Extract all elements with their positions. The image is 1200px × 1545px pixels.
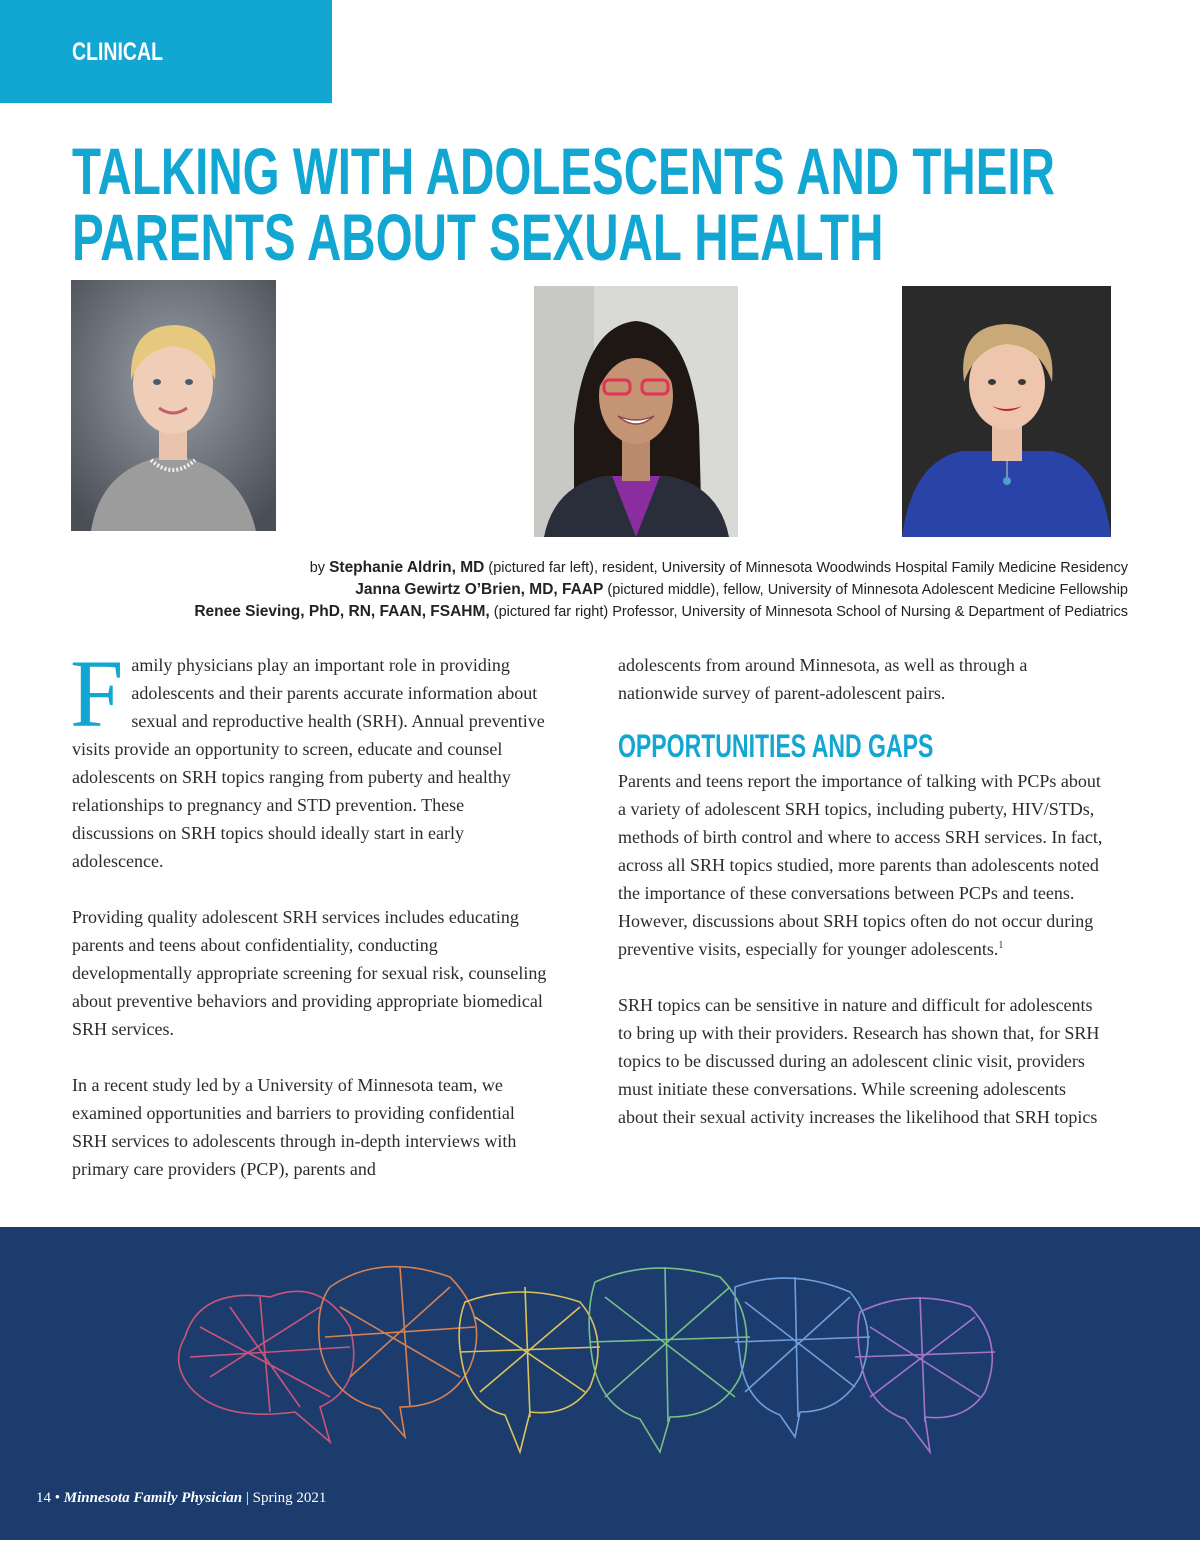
paragraph: Family physicians play an important role in providing adolescents and their parents accurate information about sexual and reproductive health (SRH). Annual preventive visits provide an opportunity to screen, educate and counsel adolescents on SRH topics ranging from puberty and healthy relationships to pregnancy and STD prevention. These discussions on SRH topics should ideally start in early adolescence. <box>70 640 545 871</box>
section-label: CLINICAL <box>72 38 163 66</box>
right-column <box>618 651 1108 1159</box>
footnote-ref: 1 <box>998 940 1004 951</box>
byline <box>28 557 1128 623</box>
paragraph: In a recent study led by a University of Minnesota team, we examined opportunities and barriers to providing confidential SRH services to adolescents through in-depth interviews with primary care providers (PCP), parents and <box>72 1075 517 1179</box>
author-name-1: Stephanie Aldrin, MD <box>329 559 485 576</box>
byline-author-1: by Stephanie Aldrin, MD (pictured far left), resident, University of Minnesota Woodwinds Hospital Family Medicine Residency <box>309 559 1128 576</box>
subhead: OPPORTUNITIES AND GAPS <box>618 728 934 764</box>
author-name-2: Janna Gewirtz O’Brien, MD, FAAP <box>355 581 604 598</box>
article-title: TALKING WITH ADOLESCENTS AND THEIR PARENTS ABOUT SEXUAL HEALTH <box>72 134 1055 274</box>
page-footer: 14 • Minnesota Family Physician | Spring 2021 <box>36 1490 327 1506</box>
publication-name: Minnesota Family Physician <box>63 1490 243 1506</box>
author-photo-middle <box>534 286 738 537</box>
paragraph: Parents and teens report the importance of talking with PCPs about a variety of adolescent SRH topics, including puberty, HIV/STDs, methods of birth control and where to access SRH services. In fact, across all SRH topics studied, more parents than adolescents noted the importance of these conversations between PCPs and teens. However, discussions about SRH topics often do not occur during preventive visits, especially for younger adolescents.$^1$ <box>618 771 1103 959</box>
author-name-3: Renee Sieving, PhD, RN, FAAN, FSAHM, <box>194 603 490 620</box>
section-tab <box>0 0 332 103</box>
drop-cap: F <box>70 640 124 747</box>
byline-author-2: Janna Gewirtz O’Brien, MD, FAAP (pictured middle), fellow, University of Minnesota Adolescent Medicine Fellowship <box>355 581 1128 598</box>
author-photo-left <box>71 280 276 531</box>
paragraph: adolescents from around Minnesota, as well as through a nationwide survey of parent-adolescent pairs. <box>618 655 1028 703</box>
paragraph: SRH topics can be sensitive in nature and difficult for adolescents to bring up with their providers. Research has shown that, for SRH topics to be discussed during an adolescent clinic visit, providers must initiate these conversations. While screening adolescents about their sexual activity increases the likelihood that SRH topics <box>618 995 1100 1127</box>
byline-author-3: Renee Sieving, PhD, RN, FAAN, FSAHM, (pictured far right) Professor, University of Minnesota School of Nursing & Department of Pediatrics <box>194 603 1128 620</box>
left-column <box>70 640 550 1211</box>
paragraph: Providing quality adolescent SRH services includes educating parents and teens about confidentiality, conducting developmentally appropriate screening for sexual risk, counseling about preventive behaviors and providing appropriate biomedical SRH services. <box>72 907 547 1039</box>
issue-date: | Spring 2021 <box>242 1490 327 1506</box>
author-photo-right <box>902 286 1111 537</box>
page-number: 14 <box>36 1490 51 1506</box>
